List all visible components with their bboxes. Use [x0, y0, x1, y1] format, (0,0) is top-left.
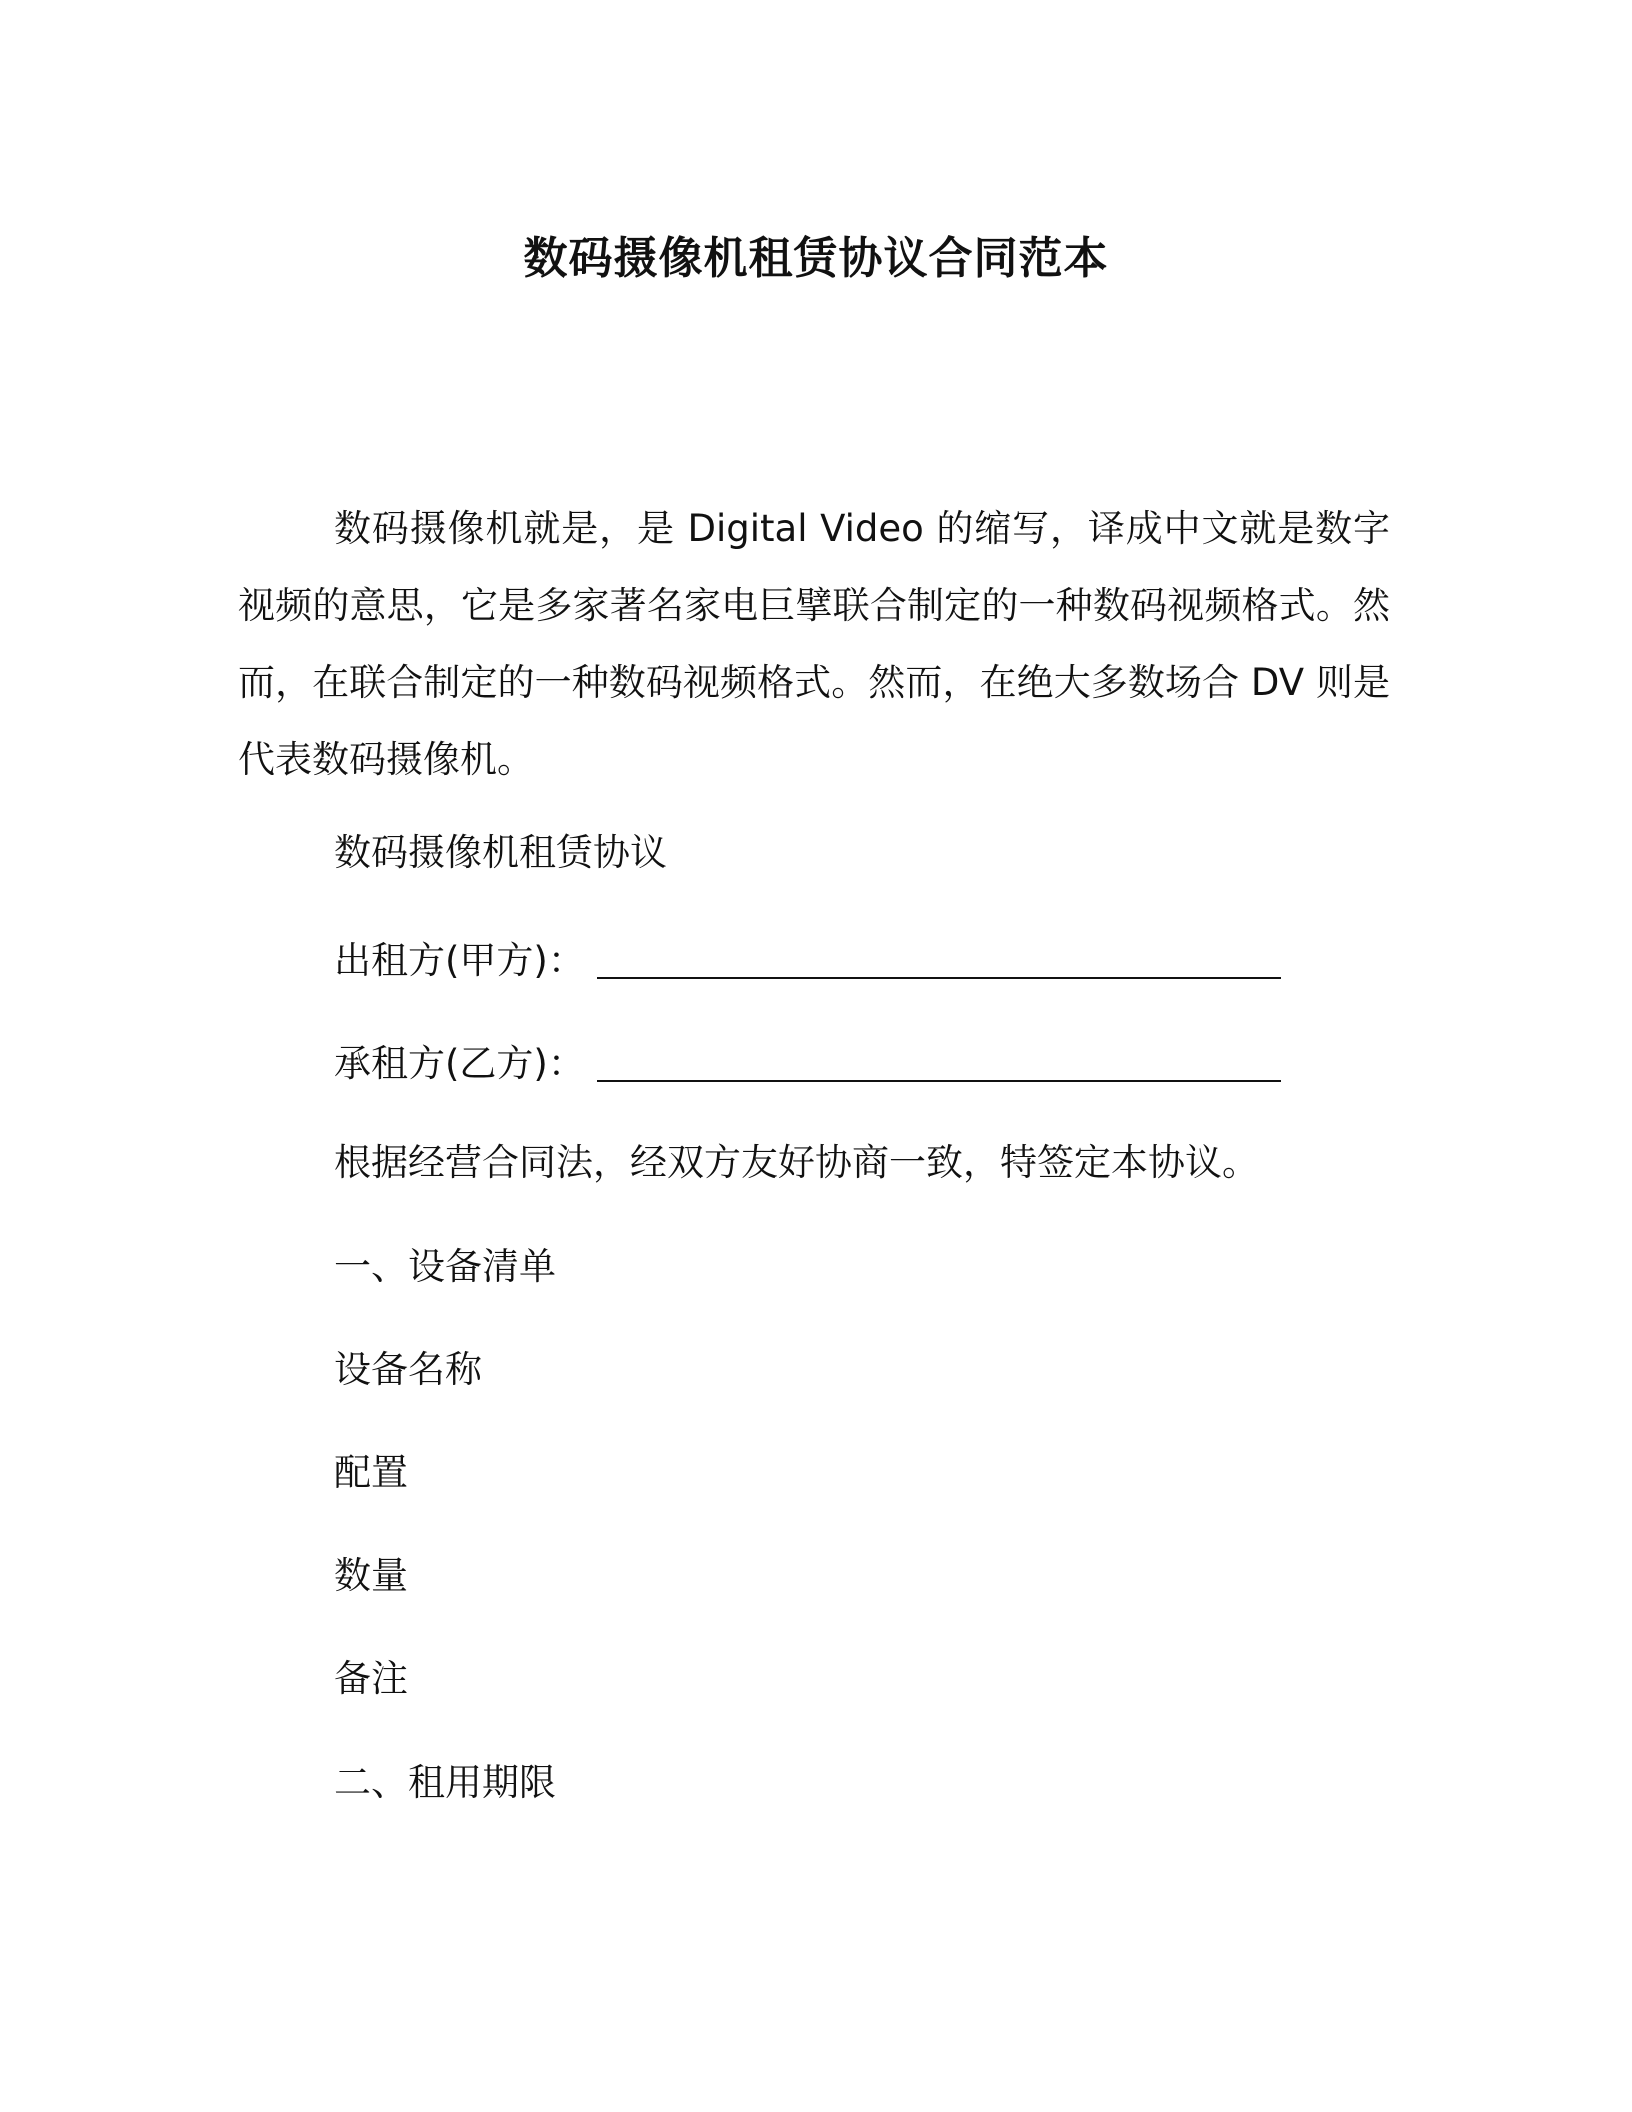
- lessor-field: [334, 936, 1281, 986]
- item-quantity-label: 数量: [334, 1554, 408, 1597]
- item-remarks-label: 备注: [334, 1657, 408, 1700]
- item-name-label: 设备名称: [334, 1348, 482, 1391]
- document-title: 数码摄像机租赁协议合同范本: [523, 233, 1109, 284]
- intro-paragraph: 数码摄像机就是，是 Digital Video 的缩写，译成中文就是数字视频的意思，它是多家著名家电巨擘联合制定的一种数码视频格式。然而，在联合制定的一种数码视频格式。然而，在绝大多数场合 DV 则是代表数码摄像机。: [238, 507, 1390, 781]
- lessee-label: 承租方(乙方)：: [334, 1042, 585, 1085]
- section1-heading: 一、设备清单: [334, 1245, 556, 1288]
- lessee-field: [334, 1039, 1281, 1089]
- lessor-label: 出租方(甲方)：: [334, 939, 585, 982]
- section2-heading: 二、租用期限: [334, 1761, 556, 1804]
- lessee-blank-line: [597, 1076, 1281, 1082]
- preamble-text: 根据经营合同法，经双方友好协商一致，特签定本协议。: [334, 1141, 1259, 1184]
- lessor-blank-line: [597, 973, 1281, 979]
- item-config-label: 配置: [334, 1451, 408, 1494]
- agreement-heading: 数码摄像机租赁协议: [334, 831, 667, 874]
